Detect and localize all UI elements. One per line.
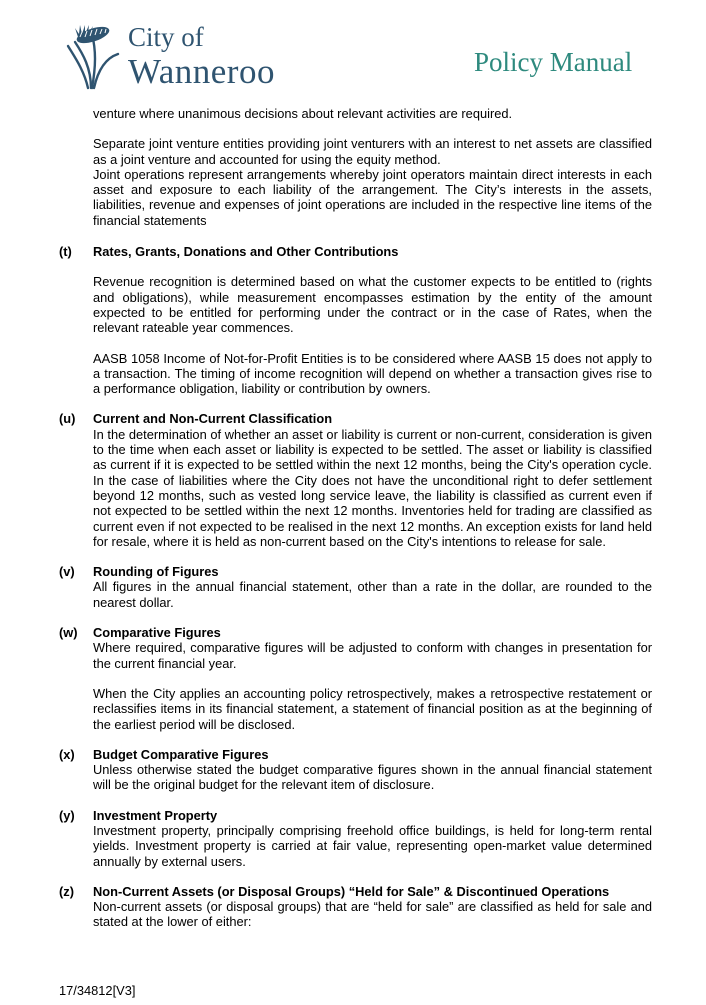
section-y-paragraph-1: Investment property, principally comprising freehold office buildings, is held for long-term rental yields. Investment property is carried at fair value, representing open-market value determined annually by external users.: [93, 822, 652, 869]
section-t-paragraph-2: AASB 1058 Income of Not-for-Profit Entities is to be considered where AASB 15 does not apply to a transaction. The timing of income recognition will depend on whether a transaction gives rise to a performance obligation, liability or contribution by owners.: [93, 350, 652, 397]
section-y: [59, 808, 652, 869]
section-y-label: (y): [59, 807, 75, 823]
section-w-label: (w): [59, 625, 78, 641]
city-of-wanneroo-logo: [66, 24, 296, 92]
section-x: [59, 747, 652, 793]
section-u-paragraph-1: In the determination of whether an asset or liability is current or non-current, consideration is given to the time when each asset or liability is expected to be settled. The asset or liability is classified as current if it is expected to be settled within the next 12 months, being the City's operation cycle. In the case of liabilities where the City does not have the unconditional right to defer settlement beyond 12 months, such as vested long service leave, the liability is classified as current even if not expected to be settled within the next 12 months. Inventories held for trading are classified as current even if not expected to be realised in the next 12 months. An exception exists for land held for resale, where it is held as non-current based on the City's intentions to release for sale.: [93, 426, 652, 549]
section-z-paragraph-1: Non-current assets (or disposal groups) that are “held for sale” are classified as held for sale and stated at the lower of either:: [93, 899, 652, 930]
section-t-paragraph-1: Revenue recognition is determined based on what the customer expects to be entitled to (rights and obligations), while measurement encompasses estimation by the entity of the amount expected to be entitled for performing under the contract or in the case of Rates, when the relevant rateable year commences.: [93, 274, 652, 336]
section-u-heading: Current and Non-Current Classification: [93, 411, 333, 427]
section-t-heading: Rates, Grants, Donations and Other Contributions: [93, 244, 399, 260]
document-body: [59, 106, 652, 930]
section-z-label: (z): [59, 883, 74, 899]
section-z: [59, 884, 652, 930]
policy-manual-title: Policy Manual: [474, 47, 633, 77]
intro-paragraph-1: venture where unanimous decisions about relevant activities are required.: [93, 106, 513, 121]
logo-text-wanneroo: Wanneroo: [128, 52, 275, 91]
section-v-heading: Rounding of Figures: [93, 564, 219, 580]
banksia-flower-icon: [66, 24, 130, 90]
section-w-paragraph-2: When the City applies an accounting policy retrospectively, makes a retrospective restatement or reclassifies items in its financial statement, a statement of financial position as at the beginning of the earliest period will be disclosed.: [93, 685, 652, 732]
section-t: [59, 244, 652, 396]
section-w-paragraph-1: Where required, comparative figures will be adjusted to conform with changes in presentation for the current financial year.: [93, 640, 652, 671]
section-t-label: (t): [59, 244, 72, 260]
section-w: [59, 625, 652, 732]
section-x-paragraph-1: Unless otherwise stated the budget comparative figures shown in the annual financial statement will be the original budget for the relevant item of disclosure.: [93, 762, 652, 793]
section-u-label: (u): [59, 411, 76, 427]
section-v-label: (v): [59, 564, 75, 580]
section-w-heading: Comparative Figures: [93, 625, 221, 641]
section-z-heading: Non-Current Assets (or Disposal Groups) “Held for Sale” & Discontinued Operations: [93, 883, 610, 899]
section-x-heading: Budget Comparative Figures: [93, 746, 269, 762]
intro-paragraph-3: Joint operations represent arrangements whereby joint operators maintain direct interests in each asset and exposure to each liability of the arrangement. The City’s interests in the assets, liabilities, revenue and expenses of joint operations are included in the respective line items of the financial statements: [93, 166, 652, 228]
section-x-label: (x): [59, 746, 75, 762]
section-v: [59, 564, 652, 610]
document-reference: 17/34812[V3]: [59, 983, 136, 998]
intro-paragraph-2: Separate joint venture entities providing joint venturers with an interest to net assets are classified as a joint venture and accounted for using the equity method.: [93, 136, 652, 167]
logo-text-city-of: City of: [128, 22, 204, 52]
section-v-paragraph-1: All figures in the annual financial statement, other than a rate in the dollar, are rounded to the nearest dollar.: [93, 579, 652, 610]
section-y-heading: Investment Property: [93, 807, 218, 823]
section-u: [59, 411, 652, 549]
